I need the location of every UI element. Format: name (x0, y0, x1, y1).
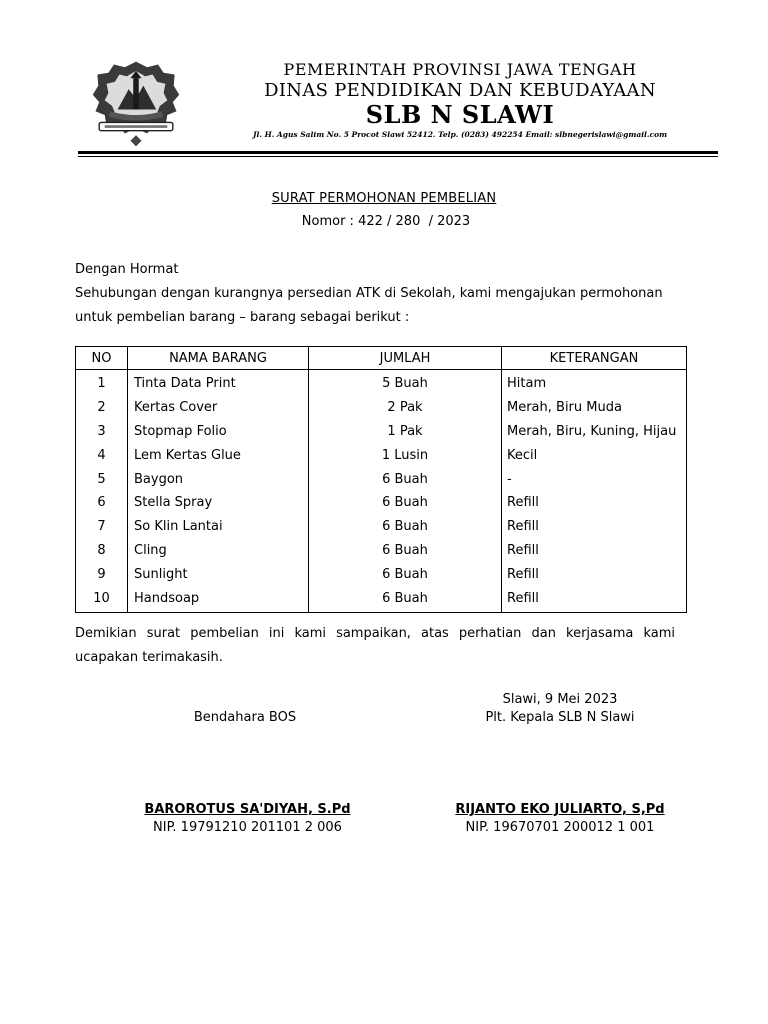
intro-line-1: Sehubungan dengan kurangnya persedian ATK di Sekolah, kami mengajukan permohonan (75, 286, 663, 301)
row-item-name: Cling (128, 539, 309, 563)
place-date: Slawi, 9 Mei 2023 (502, 692, 618, 707)
header-no: NO (76, 347, 128, 370)
table-row (76, 539, 687, 563)
right-signatory-role: Plt. Kepala SLB N Slawi (485, 710, 635, 725)
letter-number: Nomor : 422 / 280 / 2023 (301, 214, 471, 229)
table-row (76, 396, 687, 420)
intro-line-2: untuk pembelian barang – barang sebagai berikut : (75, 310, 410, 325)
row-notes: Refill (502, 515, 687, 539)
left-signatory-name: BAROROTUS SA'DIYAH, S.Pd (144, 802, 351, 817)
left-signatory-nip: NIP. 19791210 201101 2 006 (153, 820, 342, 835)
row-quantity: 1 Pak (309, 420, 502, 444)
closing-line-1: Demikian surat pembelian ini kami sampaikan, atas perhatian dan kerjasama kami (75, 626, 675, 641)
row-quantity: 6 Buah (309, 586, 502, 612)
row-item-name: Tinta Data Print (128, 370, 309, 396)
row-item-name: So Klin Lantai (128, 515, 309, 539)
row-no: 7 (76, 515, 128, 539)
items-table (75, 346, 687, 613)
table-row (76, 467, 687, 491)
row-notes: - (502, 467, 687, 491)
row-quantity: 5 Buah (309, 370, 502, 396)
header-notes: KETERANGAN (502, 347, 687, 370)
table-row (76, 586, 687, 612)
letterhead-department: DINAS PENDIDIKAN DAN KEBUDAYAAN (264, 80, 656, 101)
salutation: Dengan Hormat (75, 262, 179, 277)
row-no: 8 (76, 539, 128, 563)
table-header-row (76, 347, 687, 370)
jawa-tengah-province-emblem-icon (90, 58, 182, 150)
table-row (76, 562, 687, 586)
row-quantity: 6 Buah (309, 562, 502, 586)
row-notes: Refill (502, 562, 687, 586)
letter-title: SURAT PERMOHONAN PEMBELIAN (271, 191, 497, 206)
row-no: 5 (76, 467, 128, 491)
row-notes: Merah, Biru Muda (502, 396, 687, 420)
letterhead-school: SLB N SLAWI (365, 100, 555, 129)
row-item-name: Stopmap Folio (128, 420, 309, 444)
row-item-name: Lem Kertas Glue (128, 443, 309, 467)
row-notes: Refill (502, 539, 687, 563)
items-table-body (76, 370, 687, 613)
letterhead-address: Jl. H. Agus Salim No. 5 Procot Slawi 52412. Telp. (0283) 492254 Email: slbnegerislawi@gmail.com (252, 130, 668, 139)
row-item-name: Kertas Cover (128, 396, 309, 420)
row-item-name: Sunlight (128, 562, 309, 586)
table-row (76, 370, 687, 396)
row-notes: Hitam (502, 370, 687, 396)
right-signatory-name: RIJANTO EKO JULIARTO, S,Pd (455, 802, 665, 817)
row-quantity: 1 Lusin (309, 443, 502, 467)
row-no: 1 (76, 370, 128, 396)
row-quantity: 6 Buah (309, 515, 502, 539)
row-notes: Refill (502, 586, 687, 612)
row-notes: Merah, Biru, Kuning, Hijau (502, 420, 687, 444)
closing-paragraph (75, 622, 675, 670)
table-row (76, 443, 687, 467)
row-no: 6 (76, 491, 128, 515)
row-quantity: 2 Pak (309, 396, 502, 420)
row-no: 2 (76, 396, 128, 420)
row-item-name: Handsoap (128, 586, 309, 612)
right-signatory-nip: NIP. 19670701 200012 1 001 (465, 820, 655, 835)
left-signatory-role: Bendahara BOS (193, 710, 297, 725)
row-item-name: Stella Spray (128, 491, 309, 515)
row-notes: Kecil (502, 443, 687, 467)
letterhead-government: PEMERINTAH PROVINSI JAWA TENGAH (283, 60, 637, 79)
row-quantity: 6 Buah (309, 491, 502, 515)
closing-line-2: ucapakan terimakasih. (75, 650, 223, 665)
table-row (76, 515, 687, 539)
row-no: 3 (76, 420, 128, 444)
header-item-name: NAMA BARANG (128, 347, 309, 370)
letterhead-rule-thick (78, 151, 718, 154)
row-notes: Refill (502, 491, 687, 515)
row-quantity: 6 Buah (309, 467, 502, 491)
row-no: 10 (76, 586, 128, 612)
row-item-name: Baygon (128, 467, 309, 491)
letterhead-rule-thin (78, 156, 718, 157)
table-row (76, 420, 687, 444)
header-quantity: JUMLAH (309, 347, 502, 370)
row-no: 4 (76, 443, 128, 467)
row-quantity: 6 Buah (309, 539, 502, 563)
row-no: 9 (76, 562, 128, 586)
table-row (76, 491, 687, 515)
